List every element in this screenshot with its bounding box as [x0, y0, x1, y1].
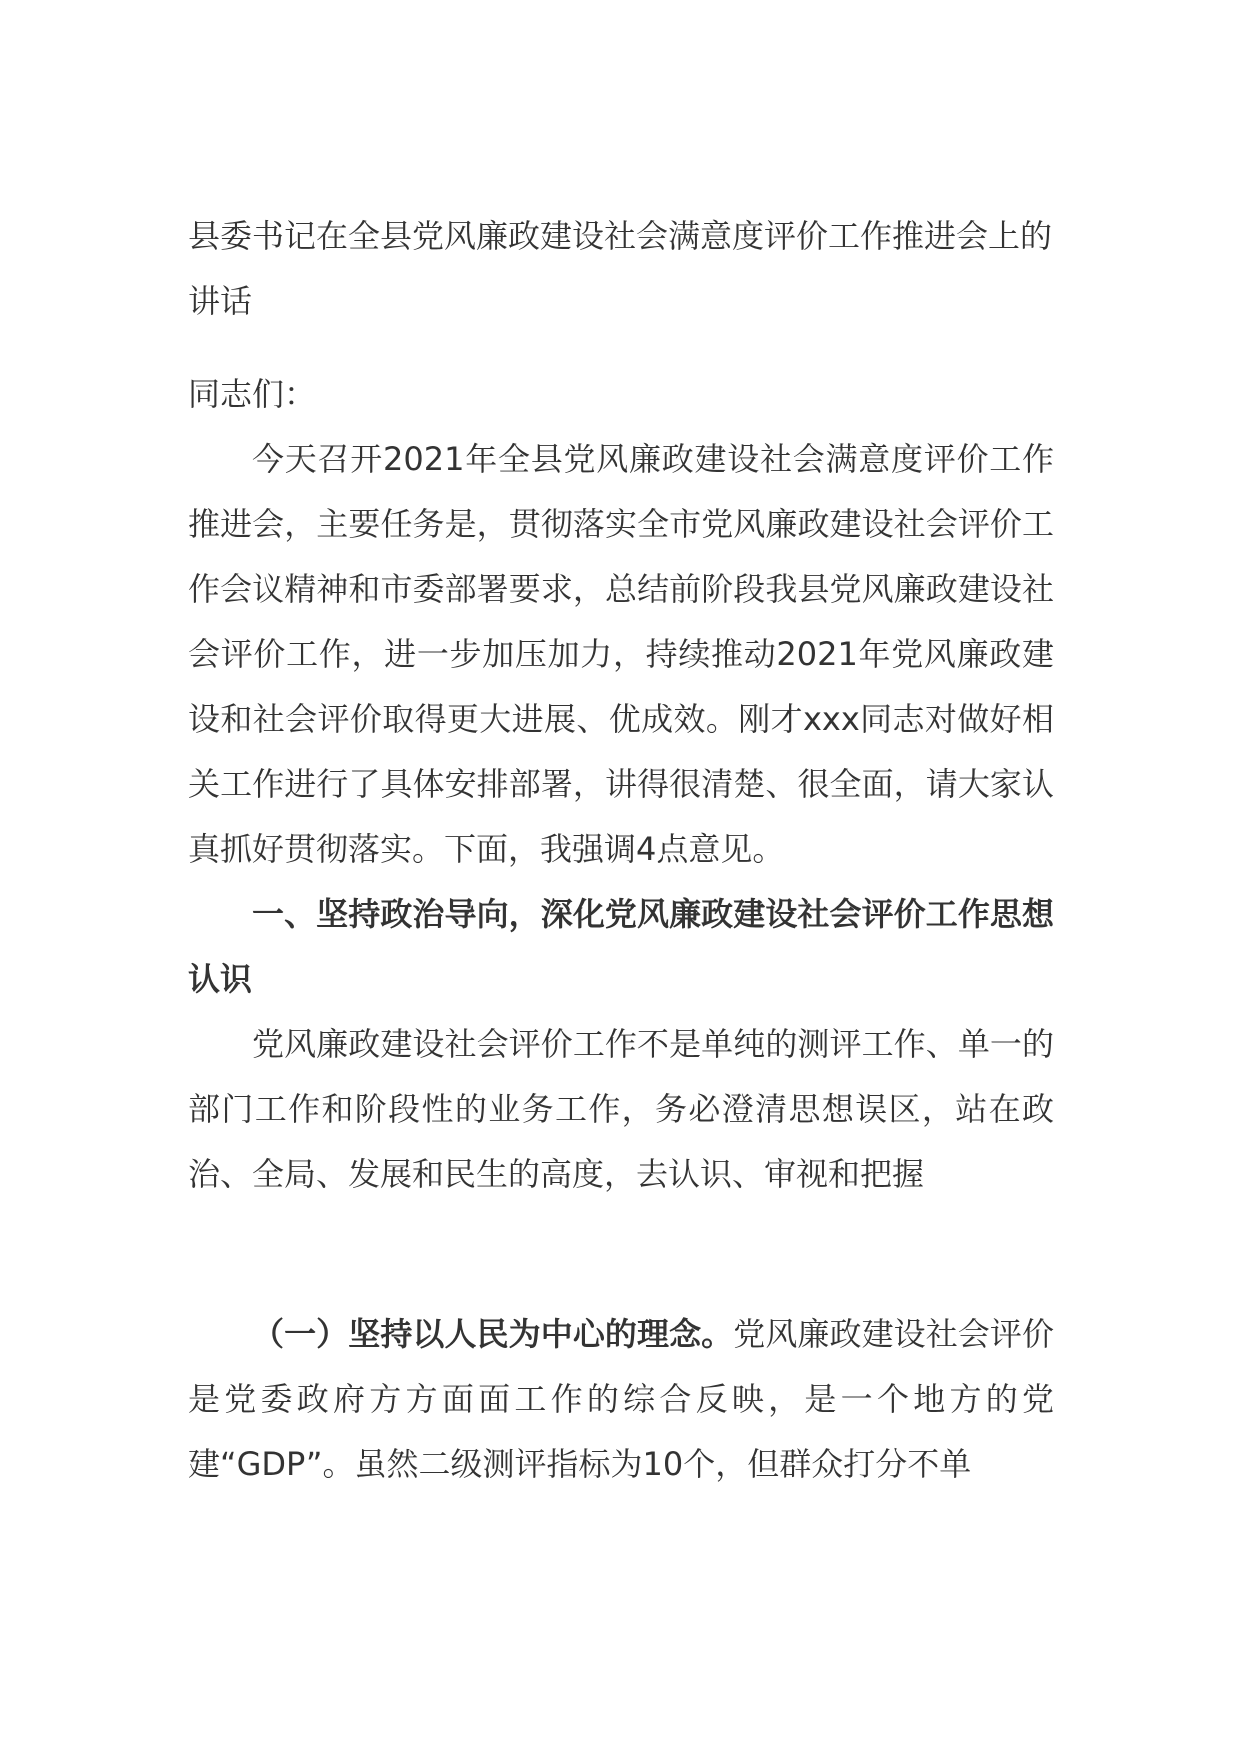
subsection-one-lead: （一）坚持以人民为中心的理念。 [252, 1315, 734, 1353]
intro-paragraph: 今天召开2021年全县党风廉政建设社会满意度评价工作推进会，主要任务是，贯彻落实全市党风廉政建设社会评价工作会议精神和市委部署要求，总结前阶段我县党风廉政建设社会评价工作，进一步加压加力，持续推动2021年党风廉政建设和社会评价取得更大进展、优成效。刚才xxx同志对做好相关工作进行了具体安排部署，讲得很清楚、很全面，请大家认真抓好贯彻落实。下面，我强调4点意见。 [188, 440, 1054, 868]
section-one-heading: 一、坚持政治导向，深化党风廉政建设社会评价工作思想认识 [188, 895, 1054, 998]
section-one-paragraph: 党风廉政建设社会评价工作不是单纯的测评工作、单一的部门工作和阶段性的业务工作，务必澄清思想误区，站在政治、全局、发展和民生的高度，去认识、审视和把握 [188, 1025, 1054, 1193]
document-body [188, 204, 1054, 1497]
greeting: 同志们： [188, 375, 317, 413]
subsection-one-text: 党风廉政建设社会评价是党委政府方方面面工作的综合反映，是一个地方的党建“GDP”。虽然二级测评指标为10个，但群众打分不单 [188, 1315, 1054, 1483]
subsection-one-paragraph [188, 1302, 1054, 1497]
speech-title: 县委书记在全县党风廉政建设社会满意度评价工作推进会上的讲话 [188, 217, 1053, 320]
page-gap [188, 1207, 1054, 1302]
